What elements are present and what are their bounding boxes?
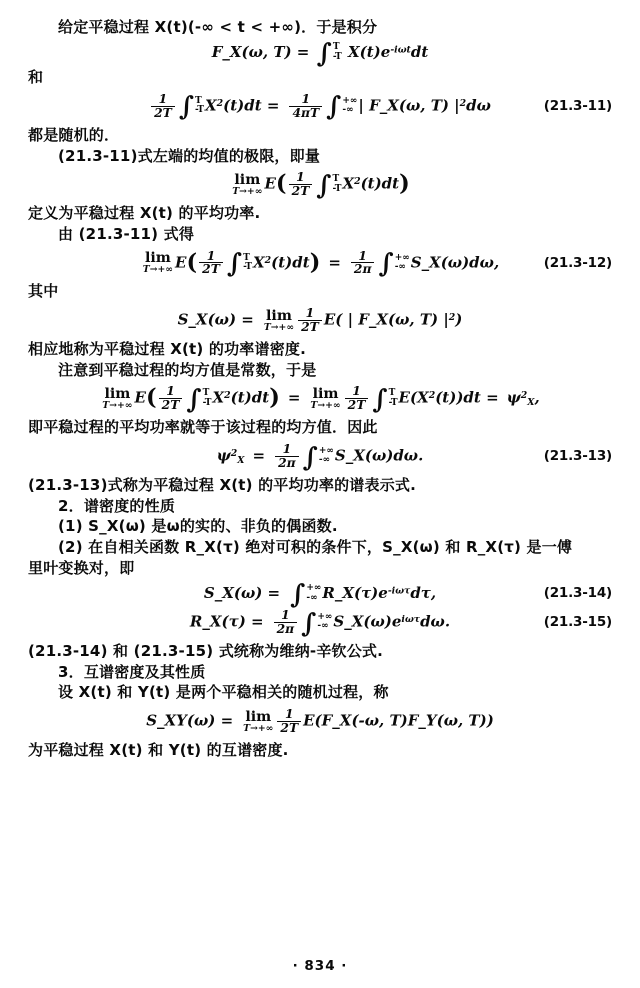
fraction-one-over-2pi: $\frac{1}{2\pi}$ bbox=[275, 443, 299, 470]
formula-rhs: R_X(τ)e bbox=[322, 583, 388, 602]
expectation-operator: E bbox=[134, 388, 146, 407]
psi-symbol: ψ bbox=[506, 388, 521, 407]
formula-lhs: S_X(ω) = bbox=[177, 310, 254, 329]
formula-exponent: 2 bbox=[448, 311, 456, 323]
limit-operator: lim T→+∞ bbox=[310, 386, 341, 412]
paragraph-line: (21.3-13)式称为平稳过程 X(t) 的平均功率的谱表示式. bbox=[28, 475, 417, 494]
formula-dt: (t))dt = bbox=[435, 388, 499, 407]
equation-number: (21.3-13) bbox=[543, 448, 612, 465]
integral-limits: +∞ -∞ bbox=[342, 95, 358, 116]
paragraph-line: 给定平稳过程 X(t)(-∞ < t < +∞)．于是积分 bbox=[58, 18, 378, 36]
integral-limits: +∞ -∞ bbox=[318, 445, 334, 466]
fraction-one-over-2T: $\frac{1}{2T}$ bbox=[151, 93, 175, 120]
formula-subscript: X bbox=[237, 455, 245, 466]
formula-average-power-definition: lim T→+∞ E( $\frac{1}{2T}$ ∫ T -T $X^2(t)dt$) bbox=[232, 169, 410, 201]
limit-operator: lim T→+∞ bbox=[263, 307, 295, 333]
paragraph-line: (1) S_X(ω) 是ω的实的、非负的偶函数. bbox=[58, 517, 338, 536]
formula-exponent: 2 bbox=[428, 390, 436, 402]
fraction-one-over-2T: $\frac{1}{2T}$ bbox=[289, 171, 313, 198]
formula-lhs: S_XY(ω) = bbox=[146, 711, 234, 730]
paragraph-line: (21.3-14) 和 (21.3-15) 式统称为维纳-辛钦公式. bbox=[28, 641, 384, 660]
formula-exponent: 2 bbox=[216, 97, 224, 109]
formula-rhs: S_X(ω)e bbox=[333, 612, 402, 631]
formula-dt: (t)dt = bbox=[223, 96, 280, 115]
formula-exponent: 2 bbox=[354, 176, 361, 188]
integral-limits: T -T bbox=[332, 174, 342, 194]
formula-spectral-density-definition bbox=[28, 307, 612, 334]
paragraph-line: 定义为平稳过程 X(t) 的平均功率. bbox=[28, 204, 261, 223]
equation-number: (21.3-12) bbox=[543, 254, 612, 271]
integral-limits: T -T bbox=[243, 252, 253, 272]
formula-dt: dτ, bbox=[410, 583, 437, 602]
expectation-operator: E( | F_X(ω, T) | bbox=[323, 310, 449, 329]
equation-number: (21.3-14) bbox=[543, 585, 612, 602]
paragraph-line: 里叶变换对，即 bbox=[28, 558, 135, 577]
formula-exponent: 2 bbox=[520, 390, 528, 402]
equation-number: (21.3-15) bbox=[543, 614, 612, 631]
fraction-one-over-2T: $\frac{1}{2T}$ bbox=[199, 250, 223, 277]
integral-sign: ∫ bbox=[326, 91, 342, 123]
integral-sign: ∫ bbox=[186, 383, 202, 415]
formula-psi-spectral: $\psi^2_X$ = $\frac{1}{2\pi}$ ∫ +∞ -∞ S_X(ω)dω. (21.3-13) bbox=[216, 441, 612, 473]
expectation-operator: E bbox=[264, 174, 276, 193]
formula-rhs: S_X(ω)dω. bbox=[334, 446, 424, 465]
formula-wiener-khinchin-inverse bbox=[28, 607, 612, 639]
formula-exponent: 2 bbox=[459, 97, 467, 109]
paragraph-line: 即平稳过程的平均功率就等于该过程的均方值．因此 bbox=[28, 418, 378, 437]
formula-exponent: 2 bbox=[230, 447, 238, 459]
integral-sign: ∫ bbox=[302, 441, 318, 473]
integral-sign: ∫ bbox=[316, 37, 332, 69]
integral-sign: ∫ bbox=[372, 383, 388, 415]
section-heading: 3．互谱密度及其性质 bbox=[58, 662, 206, 681]
formula-exponent: iωτ bbox=[401, 613, 421, 625]
formula-integrand: X bbox=[204, 96, 217, 115]
formula-cross-spectral-density bbox=[28, 708, 612, 735]
formula-integrand: X bbox=[342, 174, 355, 193]
fraction-one-over-2T: $\frac{1}{2T}$ bbox=[298, 307, 322, 334]
fraction-one-over-2pi: $\frac{1}{2\pi}$ bbox=[351, 250, 375, 277]
paragraph-line: 和 bbox=[28, 68, 44, 87]
formula-wiener-khinchin-forward bbox=[28, 578, 612, 610]
formula-rhs: S_X(ω)dω, bbox=[410, 252, 500, 271]
integral-sign: ∫ bbox=[378, 248, 394, 280]
paragraph-line: 都是随机的． bbox=[28, 125, 120, 144]
integral-sign: ∫ bbox=[301, 607, 317, 639]
paragraph-line: 相应地称为平稳过程 X(t) 的功率谱密度. bbox=[28, 339, 306, 358]
integral-sign: ∫ bbox=[316, 169, 332, 201]
integral-limits: +∞ -∞ bbox=[394, 252, 410, 272]
formula-parseval bbox=[28, 90, 612, 123]
paragraph-line: (21.3-11)式左端的均值的极限，即量 bbox=[58, 146, 321, 165]
formula-close-paren: ) bbox=[455, 310, 463, 329]
fraction-one-over-2T: $\frac{1}{2T}$ bbox=[277, 708, 301, 735]
formula-exponent: 2 bbox=[224, 390, 231, 402]
paragraph-line: 为平稳过程 X(t) 和 Y(t) 的互谱密度. bbox=[28, 740, 289, 759]
formula-lhs: F_X(ω, T) = bbox=[211, 42, 310, 61]
paragraph-line: 其中 bbox=[28, 282, 59, 301]
formula-lhs: R_X(τ) = bbox=[189, 612, 264, 631]
fraction-one-over-4piT: $\frac{1}{4\pi T}$ bbox=[289, 93, 322, 120]
formula-rhs: E(F_X(-ω, T)F_Y(ω, T)) bbox=[303, 711, 494, 730]
psi-symbol: ψ bbox=[216, 446, 231, 465]
integral-sign: ∫ bbox=[226, 248, 243, 280]
paragraph-line: 设 X(t) 和 Y(t) 是两个平稳相关的随机过程，称 bbox=[58, 683, 389, 702]
formula-spectral-representation: lim T→+∞ E( $\frac{1}{2T}$ ∫ T -T $X^2(t)dt$) = $\frac{1}{2\pi}$ ∫ +∞ -∞ S_X(ω)dω, (21.3-12) bbox=[142, 247, 612, 280]
formula-dw: dω bbox=[466, 96, 491, 115]
paragraph-line: (2) 在自相关函数 R_X(τ) 绝对可积的条件下，S_X(ω) 和 R_X(τ) 是一傅 bbox=[58, 538, 573, 557]
integral-limits: +∞ -∞ bbox=[306, 583, 322, 603]
integral-sign: ∫ bbox=[178, 91, 195, 123]
integral-limits: T -T bbox=[202, 388, 212, 408]
page-body bbox=[28, 18, 612, 762]
formula-dt: (t)dt bbox=[360, 174, 400, 193]
formula-exponent: -iωτ bbox=[387, 584, 411, 596]
formula-dt: dt bbox=[410, 42, 429, 61]
formula-rhs: X(t)e bbox=[348, 42, 391, 61]
fraction-one-over-2T: $\frac{1}{2T}$ bbox=[345, 385, 369, 412]
formula-lhs: S_X(ω) = bbox=[203, 583, 281, 602]
formula-dt: (t)dt bbox=[230, 388, 270, 407]
formula-integrand: X bbox=[212, 388, 225, 407]
paragraph-line: 由 (21.3-11) 式得 bbox=[58, 224, 195, 243]
section-heading: 2．谱密度的性质 bbox=[58, 496, 176, 515]
formula-exponent: -iωt bbox=[390, 44, 411, 56]
integral-sign: ∫ bbox=[290, 578, 306, 610]
integral-limits: T -T bbox=[388, 388, 398, 408]
integral-limits: T -T bbox=[195, 95, 204, 116]
expectation-operator: E(X bbox=[398, 388, 429, 407]
limit-operator: lim T→+∞ bbox=[142, 250, 174, 276]
formula-subscript: X bbox=[527, 397, 535, 409]
equation-number: (21.3-11) bbox=[543, 98, 612, 115]
formula-exponent: 2 bbox=[264, 254, 272, 266]
formula-integrand: X bbox=[253, 252, 265, 271]
integral-limits: +∞ -∞ bbox=[317, 611, 333, 632]
formula-rhs: | F_X(ω, T) | bbox=[358, 96, 460, 115]
formula-dt: (t)dt bbox=[271, 252, 310, 271]
page-number: · 834 · bbox=[292, 958, 348, 974]
limit-operator: lim T→+∞ bbox=[102, 386, 133, 412]
paragraph-line: 注意到平稳过程的均方值是常数，于是 bbox=[58, 360, 317, 379]
expectation-operator: E bbox=[175, 252, 187, 271]
integral-limits: T -T bbox=[332, 42, 342, 62]
formula-fourier-transform bbox=[28, 37, 612, 69]
fraction-one-over-2T: $\frac{1}{2T}$ bbox=[159, 385, 183, 412]
formula-mean-square: lim T→+∞ E( $\frac{1}{2T}$ ∫ T -T $X^2(t)dt$) = lim T→+∞ $\frac{1}{2T}$ ∫ T -T $E(X^2(t))dt = \psi^2_X$, bbox=[102, 383, 540, 415]
fraction-one-over-2pi: $\frac{1}{2\pi}$ bbox=[274, 609, 298, 636]
limit-operator: lim T→+∞ bbox=[243, 708, 274, 734]
limit-operator: lim T→+∞ bbox=[232, 171, 263, 198]
formula-dw: dω. bbox=[420, 612, 451, 631]
